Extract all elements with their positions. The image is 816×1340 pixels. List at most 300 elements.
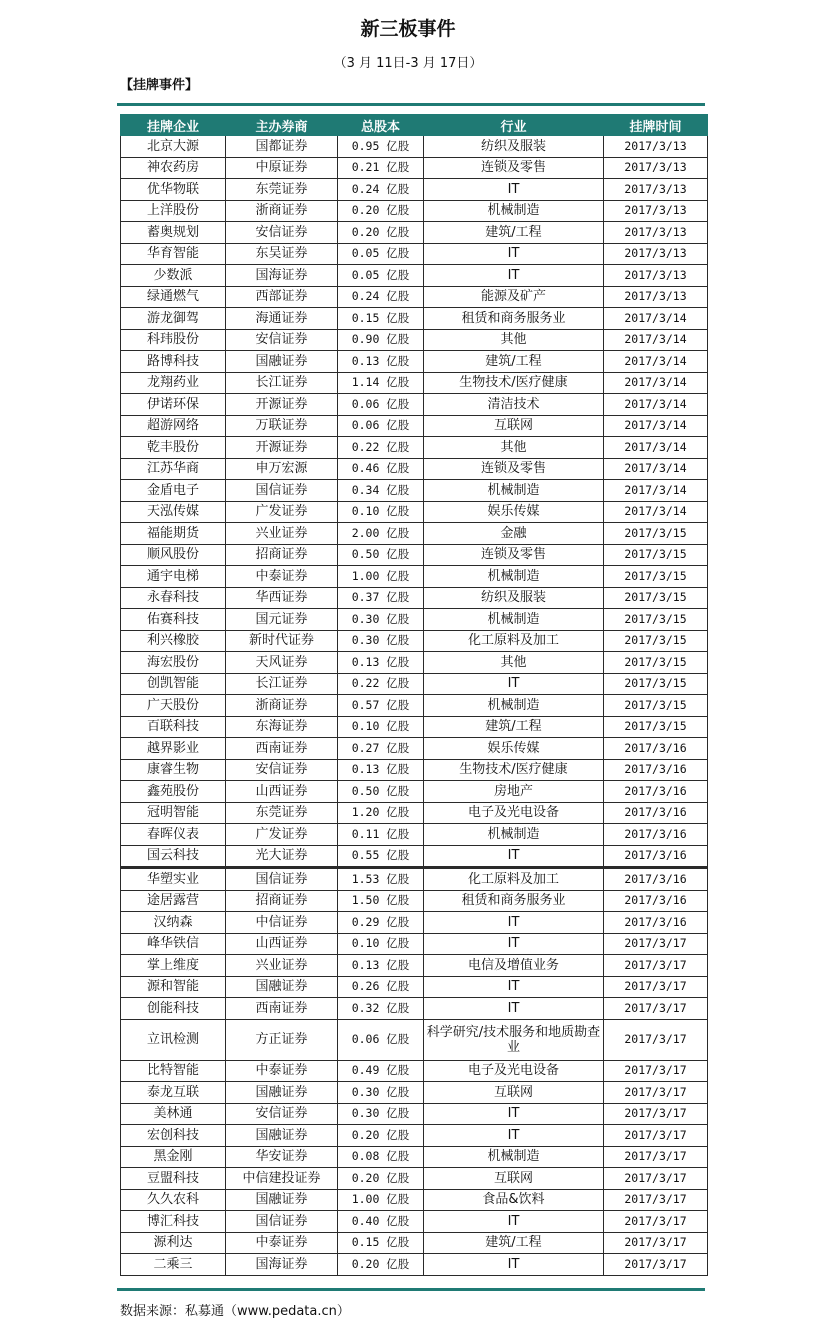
broker-cell: 广发证券 xyxy=(226,501,338,523)
company-cell: 华塑实业 xyxy=(121,868,226,891)
industry-cell: 其他 xyxy=(424,329,604,351)
industry-cell: 电子及光电设备 xyxy=(424,1060,604,1082)
company-cell: 广天股份 xyxy=(121,695,226,717)
table-row xyxy=(121,1146,708,1168)
page-title: 新三板事件 xyxy=(360,18,456,40)
table-row xyxy=(121,738,708,760)
shares-cell: 0.24 亿股 xyxy=(338,179,424,201)
listing-date-cell: 2017/3/14 xyxy=(604,480,708,502)
company-cell: 宏创科技 xyxy=(121,1125,226,1147)
company-cell: 江苏华商 xyxy=(121,458,226,480)
company-cell: 博汇科技 xyxy=(121,1211,226,1233)
listing-date-cell: 2017/3/14 xyxy=(604,329,708,351)
company-cell: 鑫苑股份 xyxy=(121,781,226,803)
shares-cell: 1.14 亿股 xyxy=(338,372,424,394)
listing-date-cell: 2017/3/17 xyxy=(604,1125,708,1147)
broker-cell: 国信证券 xyxy=(226,1211,338,1233)
shares-cell: 0.46 亿股 xyxy=(338,458,424,480)
table-row xyxy=(121,890,708,912)
industry-cell: 租赁和商务服务业 xyxy=(424,890,604,912)
table-row xyxy=(121,652,708,674)
broker-cell: 安信证券 xyxy=(226,1103,338,1125)
broker-cell: 天风证券 xyxy=(226,652,338,674)
broker-cell: 中泰证券 xyxy=(226,1060,338,1082)
table-row xyxy=(121,286,708,308)
industry-cell: 电信及增值业务 xyxy=(424,955,604,977)
shares-cell: 0.30 亿股 xyxy=(338,1082,424,1104)
broker-cell: 国融证券 xyxy=(226,1189,338,1211)
industry-cell: 建筑/工程 xyxy=(424,222,604,244)
listing-date-cell: 2017/3/14 xyxy=(604,501,708,523)
industry-cell: 科学研究/技术服务和地质勘查业 xyxy=(424,1019,604,1060)
industry-cell: 连锁及零售 xyxy=(424,544,604,566)
broker-cell: 东莞证券 xyxy=(226,802,338,824)
shares-cell: 0.10 亿股 xyxy=(338,501,424,523)
broker-cell: 长江证券 xyxy=(226,372,338,394)
shares-cell: 2.00 亿股 xyxy=(338,523,424,545)
company-cell: 汉纳森 xyxy=(121,912,226,934)
listing-date-cell: 2017/3/17 xyxy=(604,1019,708,1060)
table-row xyxy=(121,673,708,695)
shares-cell: 0.95 亿股 xyxy=(338,136,424,158)
company-cell: 科玮股份 xyxy=(121,329,226,351)
industry-cell: 纺织及服装 xyxy=(424,587,604,609)
shares-cell: 0.49 亿股 xyxy=(338,1060,424,1082)
broker-cell: 招商证券 xyxy=(226,544,338,566)
shares-cell: 0.06 亿股 xyxy=(338,394,424,416)
company-cell: 金盾电子 xyxy=(121,480,226,502)
company-cell: 立讯检测 xyxy=(121,1019,226,1060)
listing-date-cell: 2017/3/15 xyxy=(604,587,708,609)
table-row xyxy=(121,609,708,631)
industry-cell: 建筑/工程 xyxy=(424,716,604,738)
header-listing-date: 挂牌时间 xyxy=(604,115,708,136)
industry-cell: 互联网 xyxy=(424,1168,604,1190)
company-cell: 神农药房 xyxy=(121,157,226,179)
company-cell: 美林通 xyxy=(121,1103,226,1125)
shares-cell: 0.11 亿股 xyxy=(338,824,424,846)
header-industry: 行业 xyxy=(424,115,604,136)
company-cell: 永春科技 xyxy=(121,587,226,609)
table-row xyxy=(121,523,708,545)
shares-cell: 0.22 亿股 xyxy=(338,673,424,695)
table-row xyxy=(121,695,708,717)
industry-cell: IT xyxy=(424,912,604,934)
table-row xyxy=(121,179,708,201)
company-cell: 佑赛科技 xyxy=(121,609,226,631)
table-row xyxy=(121,458,708,480)
broker-cell: 新时代证券 xyxy=(226,630,338,652)
table-row xyxy=(121,394,708,416)
table-row xyxy=(121,716,708,738)
table-row xyxy=(121,566,708,588)
listing-date-cell: 2017/3/15 xyxy=(604,673,708,695)
broker-cell: 长江证券 xyxy=(226,673,338,695)
company-cell: 通宇电梯 xyxy=(121,566,226,588)
listing-date-cell: 2017/3/13 xyxy=(604,200,708,222)
table-row xyxy=(121,329,708,351)
listing-date-cell: 2017/3/15 xyxy=(604,544,708,566)
table-row xyxy=(121,1189,708,1211)
industry-cell: IT xyxy=(424,976,604,998)
company-cell: 福能期货 xyxy=(121,523,226,545)
industry-cell: IT xyxy=(424,243,604,265)
listing-date-cell: 2017/3/15 xyxy=(604,716,708,738)
listing-date-cell: 2017/3/16 xyxy=(604,868,708,891)
shares-cell: 0.21 亿股 xyxy=(338,157,424,179)
listing-date-cell: 2017/3/13 xyxy=(604,222,708,244)
listing-date-cell: 2017/3/13 xyxy=(604,265,708,287)
shares-cell: 0.05 亿股 xyxy=(338,265,424,287)
table-row xyxy=(121,955,708,977)
industry-cell: 连锁及零售 xyxy=(424,157,604,179)
table-row xyxy=(121,308,708,330)
broker-cell: 兴业证券 xyxy=(226,955,338,977)
shares-cell: 0.15 亿股 xyxy=(338,308,424,330)
company-cell: 二乘三 xyxy=(121,1254,226,1276)
listing-date-cell: 2017/3/14 xyxy=(604,308,708,330)
industry-cell: 生物技术/医疗健康 xyxy=(424,759,604,781)
broker-cell: 招商证券 xyxy=(226,890,338,912)
header-company: 挂牌企业 xyxy=(121,115,226,136)
table-row xyxy=(121,1211,708,1233)
table-row xyxy=(121,351,708,373)
industry-cell: IT xyxy=(424,1125,604,1147)
company-cell: 创凯智能 xyxy=(121,673,226,695)
company-cell: 源利达 xyxy=(121,1232,226,1254)
shares-cell: 0.13 亿股 xyxy=(338,351,424,373)
industry-cell: 互联网 xyxy=(424,415,604,437)
company-cell: 泰龙互联 xyxy=(121,1082,226,1104)
company-cell: 春晖仪表 xyxy=(121,824,226,846)
listing-date-cell: 2017/3/16 xyxy=(604,802,708,824)
table-row xyxy=(121,824,708,846)
broker-cell: 西部证券 xyxy=(226,286,338,308)
broker-cell: 山西证券 xyxy=(226,781,338,803)
table-row xyxy=(121,1254,708,1276)
date-range-subtitle: （3 月 11日-3 月 17日） xyxy=(333,56,483,71)
broker-cell: 国信证券 xyxy=(226,480,338,502)
industry-cell: 建筑/工程 xyxy=(424,1232,604,1254)
shares-cell: 0.22 亿股 xyxy=(338,437,424,459)
broker-cell: 西南证券 xyxy=(226,998,338,1020)
listing-date-cell: 2017/3/17 xyxy=(604,1254,708,1276)
industry-cell: 其他 xyxy=(424,652,604,674)
listing-date-cell: 2017/3/17 xyxy=(604,1060,708,1082)
company-cell: 久久农科 xyxy=(121,1189,226,1211)
broker-cell: 国融证券 xyxy=(226,351,338,373)
broker-cell: 开源证券 xyxy=(226,394,338,416)
table-row xyxy=(121,630,708,652)
industry-cell: 电子及光电设备 xyxy=(424,802,604,824)
listing-date-cell: 2017/3/14 xyxy=(604,394,708,416)
broker-cell: 国都证券 xyxy=(226,136,338,158)
shares-cell: 0.26 亿股 xyxy=(338,976,424,998)
shares-cell: 0.34 亿股 xyxy=(338,480,424,502)
industry-cell: IT xyxy=(424,998,604,1020)
table-row xyxy=(121,868,708,891)
industry-cell: 连锁及零售 xyxy=(424,458,604,480)
broker-cell: 万联证券 xyxy=(226,415,338,437)
broker-cell: 安信证券 xyxy=(226,759,338,781)
broker-cell: 浙商证券 xyxy=(226,200,338,222)
company-cell: 比特智能 xyxy=(121,1060,226,1082)
company-cell: 越界影业 xyxy=(121,738,226,760)
broker-cell: 东莞证券 xyxy=(226,179,338,201)
industry-cell: IT xyxy=(424,1211,604,1233)
broker-cell: 开源证券 xyxy=(226,437,338,459)
listing-date-cell: 2017/3/14 xyxy=(604,351,708,373)
shares-cell: 0.29 亿股 xyxy=(338,912,424,934)
table-row xyxy=(121,501,708,523)
shares-cell: 0.13 亿股 xyxy=(338,652,424,674)
company-cell: 绿通燃气 xyxy=(121,286,226,308)
header-shares: 总股本 xyxy=(338,115,424,136)
company-cell: 黑金刚 xyxy=(121,1146,226,1168)
table-row xyxy=(121,1082,708,1104)
shares-cell: 0.90 亿股 xyxy=(338,329,424,351)
listing-date-cell: 2017/3/15 xyxy=(604,609,708,631)
table-row xyxy=(121,200,708,222)
shares-cell: 0.27 亿股 xyxy=(338,738,424,760)
listing-date-cell: 2017/3/14 xyxy=(604,372,708,394)
table-row xyxy=(121,802,708,824)
broker-cell: 中泰证券 xyxy=(226,566,338,588)
shares-cell: 0.40 亿股 xyxy=(338,1211,424,1233)
shares-cell: 0.13 亿股 xyxy=(338,759,424,781)
shares-cell: 0.57 亿股 xyxy=(338,695,424,717)
industry-cell: IT xyxy=(424,1254,604,1276)
company-cell: 乾丰股份 xyxy=(121,437,226,459)
table-row xyxy=(121,372,708,394)
industry-cell: 纺织及服装 xyxy=(424,136,604,158)
table-row xyxy=(121,265,708,287)
industry-cell: 娱乐传媒 xyxy=(424,501,604,523)
shares-cell: 0.20 亿股 xyxy=(338,1254,424,1276)
table-header-row xyxy=(121,115,708,136)
broker-cell: 中信建投证券 xyxy=(226,1168,338,1190)
listing-date-cell: 2017/3/17 xyxy=(604,1232,708,1254)
listing-date-cell: 2017/3/17 xyxy=(604,1189,708,1211)
company-cell: 路博科技 xyxy=(121,351,226,373)
industry-cell: 其他 xyxy=(424,437,604,459)
broker-cell: 国海证券 xyxy=(226,1254,338,1276)
company-cell: 天泓传媒 xyxy=(121,501,226,523)
shares-cell: 0.06 亿股 xyxy=(338,415,424,437)
section-label: 【挂牌事件】 xyxy=(120,78,199,93)
industry-cell: 机械制造 xyxy=(424,695,604,717)
broker-cell: 安信证券 xyxy=(226,222,338,244)
table-row xyxy=(121,157,708,179)
listing-date-cell: 2017/3/15 xyxy=(604,652,708,674)
listing-date-cell: 2017/3/13 xyxy=(604,243,708,265)
company-cell: 豆盟科技 xyxy=(121,1168,226,1190)
industry-cell: 能源及矿产 xyxy=(424,286,604,308)
table-row xyxy=(121,136,708,158)
broker-cell: 申万宏源 xyxy=(226,458,338,480)
broker-cell: 广发证券 xyxy=(226,824,338,846)
listing-date-cell: 2017/3/16 xyxy=(604,781,708,803)
shares-cell: 0.50 亿股 xyxy=(338,544,424,566)
industry-cell: 食品&饮料 xyxy=(424,1189,604,1211)
listing-date-cell: 2017/3/13 xyxy=(604,179,708,201)
shares-cell: 0.10 亿股 xyxy=(338,716,424,738)
shares-cell: 0.20 亿股 xyxy=(338,1125,424,1147)
listing-date-cell: 2017/3/16 xyxy=(604,759,708,781)
listing-date-cell: 2017/3/16 xyxy=(604,912,708,934)
table-row xyxy=(121,243,708,265)
shares-cell: 0.30 亿股 xyxy=(338,609,424,631)
shares-cell: 0.08 亿股 xyxy=(338,1146,424,1168)
shares-cell: 0.37 亿股 xyxy=(338,587,424,609)
industry-cell: 房地产 xyxy=(424,781,604,803)
company-cell: 北京大源 xyxy=(121,136,226,158)
listing-date-cell: 2017/3/15 xyxy=(604,695,708,717)
listing-date-cell: 2017/3/15 xyxy=(604,523,708,545)
broker-cell: 安信证券 xyxy=(226,329,338,351)
broker-cell: 东吴证券 xyxy=(226,243,338,265)
company-cell: 冠明智能 xyxy=(121,802,226,824)
shares-cell: 0.30 亿股 xyxy=(338,630,424,652)
broker-cell: 国融证券 xyxy=(226,1082,338,1104)
shares-cell: 1.00 亿股 xyxy=(338,566,424,588)
company-cell: 康睿生物 xyxy=(121,759,226,781)
shares-cell: 0.05 亿股 xyxy=(338,243,424,265)
listing-date-cell: 2017/3/17 xyxy=(604,1082,708,1104)
industry-cell: 机械制造 xyxy=(424,566,604,588)
industry-cell: 清洁技术 xyxy=(424,394,604,416)
company-cell: 源和智能 xyxy=(121,976,226,998)
listing-date-cell: 2017/3/17 xyxy=(604,998,708,1020)
company-cell: 掌上维度 xyxy=(121,955,226,977)
shares-cell: 1.53 亿股 xyxy=(338,868,424,891)
broker-cell: 西南证券 xyxy=(226,738,338,760)
company-cell: 国云科技 xyxy=(121,845,226,868)
shares-cell: 1.00 亿股 xyxy=(338,1189,424,1211)
industry-cell: 租赁和商务服务业 xyxy=(424,308,604,330)
industry-cell: IT xyxy=(424,933,604,955)
listing-date-cell: 2017/3/17 xyxy=(604,976,708,998)
shares-cell: 0.06 亿股 xyxy=(338,1019,424,1060)
broker-cell: 国海证券 xyxy=(226,265,338,287)
listing-date-cell: 2017/3/15 xyxy=(604,566,708,588)
industry-cell: IT xyxy=(424,673,604,695)
listing-date-cell: 2017/3/17 xyxy=(604,955,708,977)
listing-date-cell: 2017/3/14 xyxy=(604,437,708,459)
industry-cell: 金融 xyxy=(424,523,604,545)
broker-cell: 国元证券 xyxy=(226,609,338,631)
industry-cell: 生物技术/医疗健康 xyxy=(424,372,604,394)
shares-cell: 0.20 亿股 xyxy=(338,222,424,244)
company-cell: 上洋股份 xyxy=(121,200,226,222)
industry-cell: 机械制造 xyxy=(424,200,604,222)
listing-date-cell: 2017/3/13 xyxy=(604,136,708,158)
industry-cell: IT xyxy=(424,845,604,868)
company-cell: 海宏股份 xyxy=(121,652,226,674)
industry-cell: 机械制造 xyxy=(424,1146,604,1168)
broker-cell: 国融证券 xyxy=(226,976,338,998)
listing-date-cell: 2017/3/16 xyxy=(604,845,708,868)
industry-cell: IT xyxy=(424,179,604,201)
listing-table xyxy=(120,114,708,1276)
listing-date-cell: 2017/3/17 xyxy=(604,1103,708,1125)
listing-date-cell: 2017/3/15 xyxy=(604,630,708,652)
shares-cell: 0.13 亿股 xyxy=(338,955,424,977)
broker-cell: 光大证券 xyxy=(226,845,338,868)
broker-cell: 中原证券 xyxy=(226,157,338,179)
broker-cell: 华安证券 xyxy=(226,1146,338,1168)
industry-cell: 机械制造 xyxy=(424,480,604,502)
shares-cell: 0.55 亿股 xyxy=(338,845,424,868)
listing-date-cell: 2017/3/17 xyxy=(604,933,708,955)
broker-cell: 中泰证券 xyxy=(226,1232,338,1254)
header-broker: 主办券商 xyxy=(226,115,338,136)
listing-date-cell: 2017/3/17 xyxy=(604,1211,708,1233)
listing-date-cell: 2017/3/13 xyxy=(604,286,708,308)
shares-cell: 0.24 亿股 xyxy=(338,286,424,308)
listing-date-cell: 2017/3/17 xyxy=(604,1146,708,1168)
industry-cell: IT xyxy=(424,265,604,287)
table-row xyxy=(121,845,708,868)
company-cell: 龙翔药业 xyxy=(121,372,226,394)
shares-cell: 0.32 亿股 xyxy=(338,998,424,1020)
broker-cell: 华西证券 xyxy=(226,587,338,609)
company-cell: 峰华铁信 xyxy=(121,933,226,955)
company-cell: 超游网络 xyxy=(121,415,226,437)
shares-cell: 0.10 亿股 xyxy=(338,933,424,955)
table-row xyxy=(121,1103,708,1125)
industry-cell: 化工原料及加工 xyxy=(424,868,604,891)
table-row xyxy=(121,759,708,781)
shares-cell: 0.20 亿股 xyxy=(338,200,424,222)
listing-date-cell: 2017/3/16 xyxy=(604,738,708,760)
industry-cell: 化工原料及加工 xyxy=(424,630,604,652)
industry-cell: IT xyxy=(424,1103,604,1125)
listing-date-cell: 2017/3/16 xyxy=(604,890,708,912)
company-cell: 游龙御驾 xyxy=(121,308,226,330)
table-row xyxy=(121,933,708,955)
top-divider xyxy=(117,103,705,106)
industry-cell: 建筑/工程 xyxy=(424,351,604,373)
table-row xyxy=(121,1168,708,1190)
broker-cell: 中信证券 xyxy=(226,912,338,934)
table-row xyxy=(121,544,708,566)
broker-cell: 山西证券 xyxy=(226,933,338,955)
table-row xyxy=(121,912,708,934)
shares-cell: 0.20 亿股 xyxy=(338,1168,424,1190)
table-row xyxy=(121,415,708,437)
shares-cell: 1.50 亿股 xyxy=(338,890,424,912)
company-cell: 蓄奥规划 xyxy=(121,222,226,244)
bottom-divider xyxy=(117,1288,705,1291)
broker-cell: 浙商证券 xyxy=(226,695,338,717)
company-cell: 伊诺环保 xyxy=(121,394,226,416)
table-row xyxy=(121,437,708,459)
shares-cell: 0.50 亿股 xyxy=(338,781,424,803)
listing-date-cell: 2017/3/16 xyxy=(604,824,708,846)
table-row xyxy=(121,1125,708,1147)
company-cell: 百联科技 xyxy=(121,716,226,738)
broker-cell: 海通证券 xyxy=(226,308,338,330)
industry-cell: 互联网 xyxy=(424,1082,604,1104)
table-row xyxy=(121,480,708,502)
table-row xyxy=(121,781,708,803)
shares-cell: 1.20 亿股 xyxy=(338,802,424,824)
company-cell: 华育智能 xyxy=(121,243,226,265)
industry-cell: 娱乐传媒 xyxy=(424,738,604,760)
company-cell: 少数派 xyxy=(121,265,226,287)
table-row xyxy=(121,1019,708,1060)
